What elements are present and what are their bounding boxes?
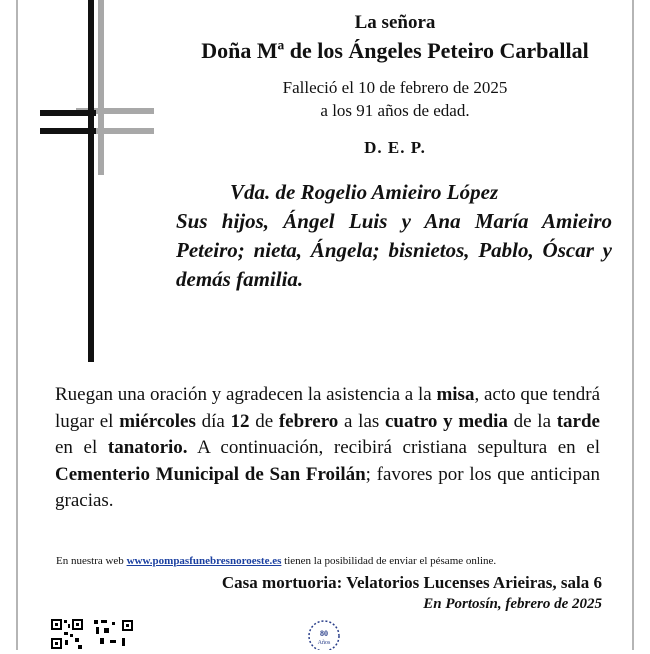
relatives-text: Sus hijos, Ángel Luis y Ana María Amieiro Peteiro; nieta, Ángela; bisnietos, Pablo, Óscar y demás familia. (176, 209, 612, 291)
widow-line: Vda. de Rogelio Amieiro López (230, 180, 499, 204)
cross-icon (36, 0, 156, 365)
anniversary-laurel-icon (302, 618, 346, 650)
tanatorio-label: tanatorio. (107, 437, 188, 458)
qr-code-icon[interactable] (50, 618, 84, 650)
misa-label: misa (436, 384, 475, 405)
notice-text: en el (55, 437, 108, 458)
deceased-name: Doña Mª de los Ángeles Peteiro Carballal (201, 38, 589, 63)
funeral-home: Casa mortuoria: Velatorios Lucenses Arieiras, sala 6 (221, 573, 602, 592)
date-number: 12 (230, 410, 250, 432)
death-date: Falleció el 10 de febrero de 2025 (282, 78, 508, 97)
month: febrero (278, 410, 339, 432)
web-notice (56, 555, 616, 567)
place-date: En Portosín, febrero de 2025 (423, 596, 602, 612)
notice-text: de la (507, 410, 557, 432)
frame-left-border (16, 0, 18, 650)
family-block (176, 178, 612, 294)
weekday: miércoles (119, 410, 196, 432)
age: a los 91 años de edad. (320, 101, 470, 120)
notice-text: A continuación, recibirá cristiana sepultura en el (187, 437, 600, 458)
cemetery-name: Cementerio Municipal de San Froilán (55, 463, 366, 485)
notice-text: de (249, 410, 279, 432)
tarde-label: tarde (556, 410, 600, 432)
badge-number: 80 (320, 629, 328, 638)
web-suffix: tienen la posibilidad de enviar el pésame online. (281, 555, 497, 567)
notice-text: ; favores por los que anticipan gracias. (55, 463, 601, 511)
dep-label: D. E. P. (364, 138, 426, 157)
website-link[interactable]: www.pompasfunebresnoroeste.es (126, 555, 282, 567)
honorific: La señora (354, 12, 436, 33)
ceremony-time: cuatro y media (384, 410, 508, 432)
frame-right-border (632, 0, 634, 650)
qr-code-icon (92, 618, 136, 650)
notice-text: día (195, 410, 231, 432)
ceremony-notice (55, 382, 600, 515)
notice-text: a las (338, 410, 385, 432)
badge-text: Años (317, 640, 331, 646)
notice-text: Ruegan una oración y agradecen la asistencia a la (55, 384, 437, 405)
web-prefix: En nuestra web (56, 555, 127, 567)
notice-text: , acto que tendrá lugar el (55, 384, 600, 432)
